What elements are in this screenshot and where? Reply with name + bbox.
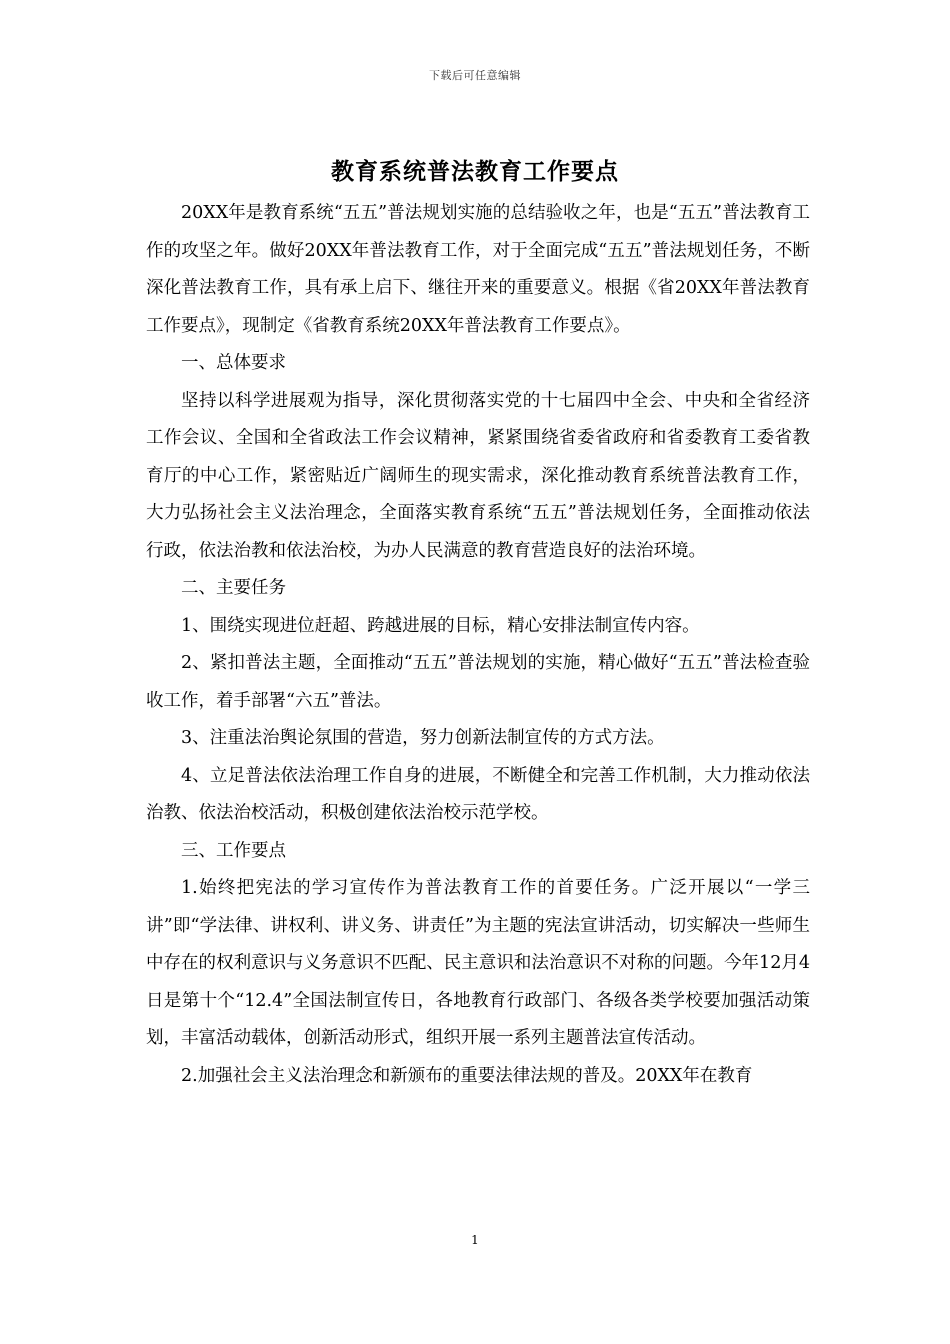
section-heading-3: 三、工作要点 [181,840,286,861]
section-heading-2: 二、主要任务 [181,578,286,598]
task-item-2: 2、紧扣普法主题，全面推动“五五”普法规划的实施，精心做好“五五”普法检查验收工作，着手部署“六五”普法。 [146,653,810,711]
section-1-paragraph: 坚持以科学进展观为指导，深化贯彻落实党的十七届四中全会、中央和全省经济工作会议、全国和全省政法工作会议精神，紧紧围绕省委省政府和省委教育工委省教育厅的中心工作，紧密贴近广阔师生的现实需求，深化推动教育系统普法教育工作，大力弘扬社会主义法治理念，全面落实教育系统“五五”普法规划任务，全面推动依法行政，依法治教和依法治校，为办人民满意的教育营造良好的法治环境。 [146,390,810,561]
page-number: 1 [471,1233,479,1247]
task-item-4: 4、立足普法依法治理工作自身的进展，不断健全和完善工作机制，大力推动依法治教、依法治校活动，积极创建依法治校示范学校。 [146,765,810,823]
section-heading-1: 一、总体要求 [181,353,286,373]
document-body [146,195,810,1095]
header-note: 下载后可任意编辑 [429,69,521,82]
task-item-1: 1、围绕实现进位赶超、跨越进展的目标，精心安排法制宣传内容。 [181,615,700,636]
work-point-2: 2.加强社会主义法治理念和新颁布的重要法律法规的普及。20XX年在教育 [181,1065,753,1086]
work-point-1: 1.始终把宪法的学习宣传作为普法教育工作的首要任务。广泛开展以“一学三讲”即“学法律、讲权利、讲义务、讲责任”为主题的宪法宣讲活动，切实解决一些师生中存在的权利意识与义务意识不匹配、民主意识和法治意识不对称的问题。今年12月4日是第十个“12.4”全国法制宣传日，各地教育行政部门、各级各类学校要加强活动策划，丰富活动载体，创新活动形式，组织开展一系列主题普法宣传活动。 [146,878,810,1048]
document-title: 教育系统普法教育工作要点 [331,158,619,185]
intro-paragraph: 20XX年是教育系统“五五”普法规划实施的总结验收之年，也是“五五”普法教育工作的攻坚之年。做好20XX年普法教育工作，对于全面完成“五五”普法规划任务，不断深化普法教育工作，具有承上启下、继往开来的重要意义。根据《省20XX年普法教育工作要点》，现制定《省教育系统20XX年普法教育工作要点》。 [146,203,810,336]
task-item-3: 3、注重法治舆论氛围的营造，努力创新法制宣传的方式方法。 [181,728,665,748]
